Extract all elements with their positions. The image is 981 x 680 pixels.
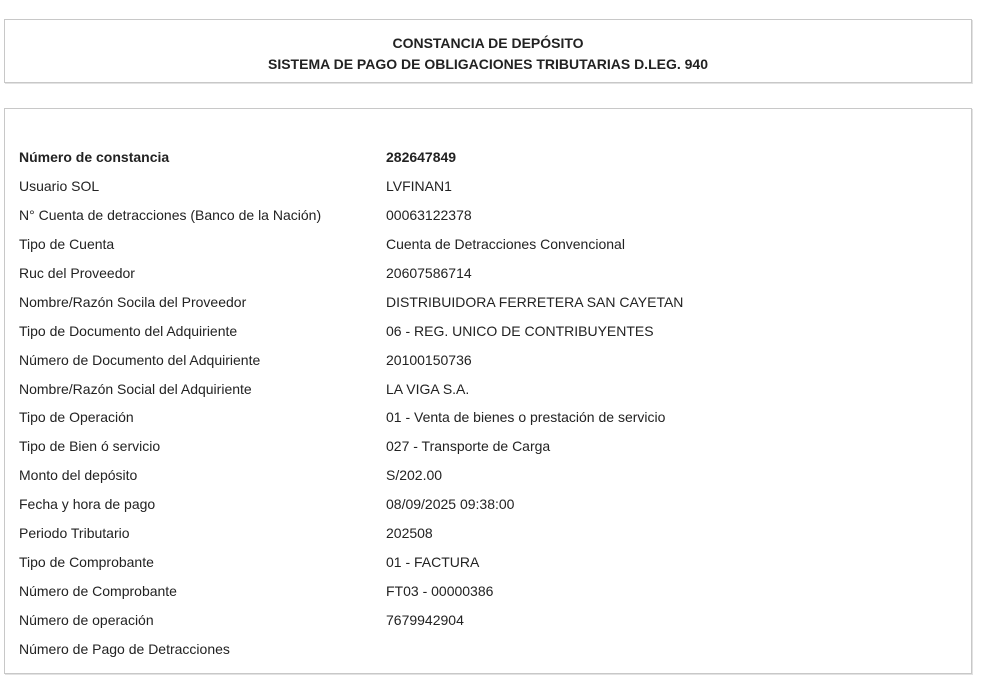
- detail-label: Tipo de Cuenta: [19, 236, 115, 253]
- detail-row-numero-documento-adquiriente: [19, 345, 946, 374]
- detail-row-tipo-cuenta: [19, 230, 946, 259]
- detail-value: 00063122378: [386, 207, 472, 224]
- detail-label: Tipo de Documento del Adquiriente: [19, 322, 238, 339]
- detail-row-nombre-adquiriente: [19, 374, 946, 403]
- detail-label: Tipo de Comprobante: [19, 553, 154, 570]
- detail-row-numero-constancia: [19, 143, 946, 172]
- detail-row-monto-deposito: [19, 461, 946, 490]
- detail-label: Monto del depósito: [19, 467, 138, 484]
- document-subtitle: SISTEMA DE PAGO DE OBLIGACIONES TRIBUTARIAS D.LEG. 940: [267, 56, 708, 72]
- details-panel: [4, 108, 972, 674]
- detail-value: 027 - Transporte de Carga: [386, 438, 551, 455]
- detail-label: N° Cuenta de detracciones (Banco de la Nación): [19, 207, 322, 224]
- detail-label: Nombre/Razón Socila del Proveedor: [19, 293, 247, 310]
- detail-row-nombre-proveedor: [19, 287, 946, 316]
- detail-value: 7679942904: [386, 611, 464, 628]
- detail-value: DISTRIBUIDORA FERRETERA SAN CAYETAN: [386, 293, 684, 310]
- detail-value: 01 - Venta de bienes o prestación de servicio: [386, 409, 666, 426]
- detail-row-tipo-bien-servicio: [19, 432, 946, 461]
- detail-row-numero-comprobante: [19, 576, 946, 605]
- detail-label: Periodo Tributario: [19, 525, 130, 542]
- detail-label: Nombre/Razón Social del Adquiriente: [19, 380, 252, 397]
- detail-value: [386, 634, 946, 663]
- detail-label: Usuario SOL: [19, 178, 100, 195]
- detail-row-periodo-tributario: [19, 519, 946, 548]
- detail-row-tipo-operacion: [19, 403, 946, 432]
- detail-row-tipo-comprobante: [19, 547, 946, 576]
- detail-value: Cuenta de Detracciones Convencional: [386, 236, 625, 253]
- detail-label: Tipo de Bien ó servicio: [19, 438, 161, 455]
- detail-label: Número de Comprobante: [19, 582, 177, 599]
- detail-value: 06 - REG. UNICO DE CONTRIBUYENTES: [386, 322, 654, 339]
- detail-value: 282647849: [386, 149, 457, 166]
- header-panel: [4, 19, 972, 83]
- detail-value: 20607586714: [386, 265, 472, 281]
- detail-row-usuario-sol: [19, 172, 946, 201]
- detail-label: Número de constancia: [19, 149, 170, 166]
- document-title: CONSTANCIA DE DEPÓSITO: [392, 35, 584, 51]
- detail-row-ruc-proveedor: [19, 259, 946, 288]
- detail-row-numero-operacion: [19, 605, 946, 634]
- detail-value: LVFINAN1: [386, 178, 452, 195]
- detail-label: Número de Documento del Adquiriente: [19, 351, 261, 368]
- detail-label: Número de Pago de Detracciones: [19, 640, 230, 657]
- detail-row-cuenta-detracciones: [19, 201, 946, 230]
- detail-value: 202508: [386, 525, 433, 542]
- detail-value: S/202.00: [386, 467, 443, 484]
- detail-label: Fecha y hora de pago: [19, 496, 156, 513]
- detail-row-numero-pago-detracciones: [19, 634, 946, 663]
- detail-row-tipo-documento-adquiriente: [19, 316, 946, 345]
- detail-value: 01 - FACTURA: [386, 553, 480, 570]
- detail-label: Número de operación: [19, 611, 154, 628]
- detail-label: Ruc del Proveedor: [19, 265, 135, 281]
- detail-value: LA VIGA S.A.: [386, 380, 470, 397]
- details-table: [19, 143, 946, 663]
- detail-value: 08/09/2025 09:38:00: [386, 496, 515, 513]
- detail-label: Tipo de Operación: [19, 409, 134, 426]
- detail-value: 20100150736: [386, 351, 472, 368]
- detail-row-fecha-hora-pago: [19, 490, 946, 519]
- detail-value: FT03 - 00000386: [386, 582, 494, 599]
